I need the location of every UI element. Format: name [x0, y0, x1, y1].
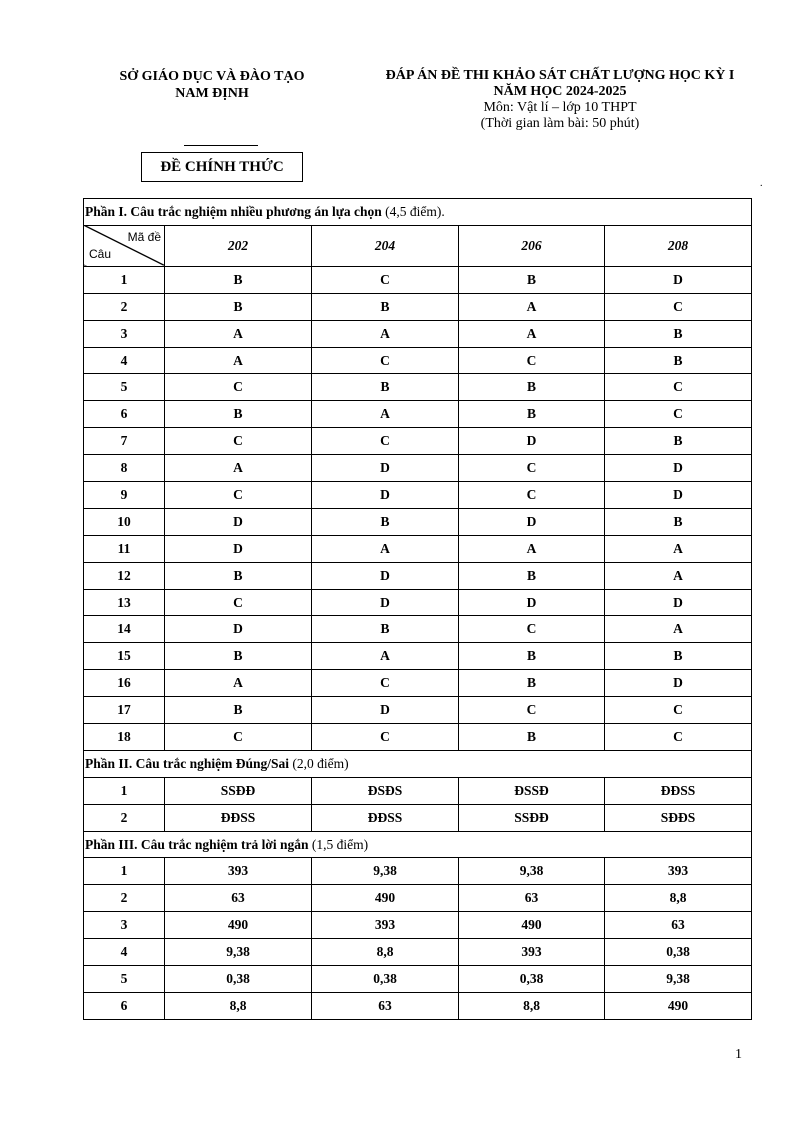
answer-cell: D — [459, 428, 605, 455]
answer-row — [84, 697, 752, 724]
section-points: (4,5 điểm). — [381, 203, 445, 219]
answer-cell: 490 — [605, 992, 752, 1019]
answer-cell: D — [605, 670, 752, 697]
answer-cell: 393 — [459, 939, 605, 966]
question-number: 3 — [84, 320, 165, 347]
question-number: 1 — [84, 777, 165, 804]
answer-cell: D — [312, 455, 459, 482]
answer-cell: A — [605, 616, 752, 643]
answer-cell: B — [165, 293, 312, 320]
answer-cell: D — [312, 589, 459, 616]
answer-cell: A — [605, 535, 752, 562]
answer-cell: A — [165, 455, 312, 482]
answer-cell: B — [459, 724, 605, 751]
answer-row — [84, 804, 752, 831]
answer-cell: B — [459, 374, 605, 401]
answer-row — [84, 912, 752, 939]
question-number: 14 — [84, 616, 165, 643]
exam-code-axis-label: Mã đề — [127, 229, 161, 244]
question-number: 18 — [84, 724, 165, 751]
answer-cell: 393 — [165, 858, 312, 885]
answer-cell: 0,38 — [312, 966, 459, 993]
answer-row — [84, 616, 752, 643]
question-number: 12 — [84, 562, 165, 589]
official-exam-label: ĐỀ CHÍNH THỨC — [141, 152, 303, 182]
section-header-row — [84, 199, 752, 226]
answer-cell: C — [605, 401, 752, 428]
section-title — [84, 831, 752, 858]
answer-cell: A — [459, 293, 605, 320]
answer-cell: 0,38 — [165, 966, 312, 993]
answer-row — [84, 266, 752, 293]
answer-cell: B — [165, 562, 312, 589]
section-header-row — [84, 831, 752, 858]
answer-cell: A — [312, 535, 459, 562]
answer-cell: D — [312, 562, 459, 589]
answer-cell: B — [459, 643, 605, 670]
question-number: 15 — [84, 643, 165, 670]
header-divider — [184, 145, 258, 146]
answer-cell: B — [605, 347, 752, 374]
answer-cell: A — [605, 562, 752, 589]
answer-cell: 8,8 — [459, 992, 605, 1019]
answer-cell: SĐĐS — [605, 804, 752, 831]
answer-cell: 63 — [459, 885, 605, 912]
section-title-bold: Phần III. Câu trắc nghiệm trả lời ngắn — [85, 836, 309, 852]
answer-row — [84, 724, 752, 751]
answer-cell: B — [165, 266, 312, 293]
answer-cell: A — [165, 670, 312, 697]
authority-line-1: SỞ GIÁO DỤC VÀ ĐÀO TẠO — [119, 69, 305, 84]
answer-cell: D — [605, 589, 752, 616]
answer-cell: D — [605, 482, 752, 509]
answer-cell: C — [459, 455, 605, 482]
question-number: 3 — [84, 912, 165, 939]
exam-code-header: 204 — [312, 225, 459, 266]
exam-code-header-row — [84, 225, 752, 266]
question-number: 17 — [84, 697, 165, 724]
answer-cell: B — [165, 643, 312, 670]
section-title-bold: Phần II. Câu trắc nghiệm Đúng/Sai — [85, 755, 290, 771]
answer-cell: C — [605, 374, 752, 401]
answer-row — [84, 374, 752, 401]
answer-cell: D — [459, 508, 605, 535]
answer-cell: B — [605, 643, 752, 670]
answer-cell: SSĐĐ — [459, 804, 605, 831]
issuing-authority — [96, 68, 328, 102]
authority-line-2: NAM ĐỊNH — [175, 86, 249, 101]
answer-cell: 0,38 — [459, 966, 605, 993]
answer-cell: A — [312, 643, 459, 670]
answer-row — [84, 939, 752, 966]
school-year: NĂM HỌC 2024-2025 — [493, 84, 627, 99]
answer-cell: C — [165, 724, 312, 751]
answer-cell: 9,38 — [165, 939, 312, 966]
answer-cell: 393 — [605, 858, 752, 885]
answer-row — [84, 482, 752, 509]
question-number: 10 — [84, 508, 165, 535]
section-header-row — [84, 750, 752, 777]
answer-cell: B — [459, 670, 605, 697]
answer-row — [84, 966, 752, 993]
answer-cell: B — [605, 428, 752, 455]
exam-code-header: 202 — [165, 225, 312, 266]
answer-cell: SSĐĐ — [165, 777, 312, 804]
answer-row — [84, 858, 752, 885]
answer-cell: ĐSSĐ — [459, 777, 605, 804]
diagonal-corner-cell — [84, 225, 165, 266]
answer-cell: 490 — [165, 912, 312, 939]
exam-code-header: 208 — [605, 225, 752, 266]
answer-cell: B — [312, 616, 459, 643]
question-number: 4 — [84, 939, 165, 966]
page-number: 1 — [735, 1047, 742, 1062]
answer-row — [84, 535, 752, 562]
question-number: 5 — [84, 374, 165, 401]
question-number: 6 — [84, 401, 165, 428]
answer-cell: A — [459, 320, 605, 347]
answer-cell: 8,8 — [165, 992, 312, 1019]
answer-cell: ĐĐSS — [312, 804, 459, 831]
answer-cell: 9,38 — [312, 858, 459, 885]
answer-cell: 9,38 — [605, 966, 752, 993]
answer-cell: B — [605, 508, 752, 535]
answer-cell: C — [459, 616, 605, 643]
answer-row — [84, 401, 752, 428]
answer-cell: 63 — [312, 992, 459, 1019]
answer-cell: B — [605, 320, 752, 347]
answer-key-body — [84, 199, 752, 1020]
answer-cell: C — [165, 482, 312, 509]
answer-cell: B — [459, 266, 605, 293]
answer-cell: C — [312, 670, 459, 697]
answer-cell: C — [312, 347, 459, 374]
question-number: 16 — [84, 670, 165, 697]
answer-cell: B — [312, 293, 459, 320]
answer-row — [84, 508, 752, 535]
answer-cell: ĐĐSS — [165, 804, 312, 831]
answer-cell: D — [165, 535, 312, 562]
answer-cell: ĐĐSS — [605, 777, 752, 804]
answer-cell: B — [312, 508, 459, 535]
answer-cell: C — [459, 347, 605, 374]
time-limit: (Thời gian làm bài: 50 phút) — [480, 116, 640, 131]
answer-row — [84, 670, 752, 697]
answer-cell: 490 — [312, 885, 459, 912]
answer-cell: A — [165, 347, 312, 374]
answer-cell: C — [165, 589, 312, 616]
answer-cell: B — [312, 374, 459, 401]
document-title: ĐÁP ÁN ĐỀ THI KHẢO SÁT CHẤT LƯỢNG HỌC KỲ I — [385, 68, 735, 83]
answer-cell: D — [459, 589, 605, 616]
question-number: 7 — [84, 428, 165, 455]
answer-row — [84, 589, 752, 616]
answer-row — [84, 992, 752, 1019]
question-number: 8 — [84, 455, 165, 482]
answer-cell: C — [312, 266, 459, 293]
answer-cell: D — [605, 266, 752, 293]
answer-row — [84, 562, 752, 589]
question-number: 1 — [84, 858, 165, 885]
section-title-bold: Phần I. Câu trắc nghiệm nhiều phương án lựa chọn — [85, 203, 382, 219]
question-number: 1 — [84, 266, 165, 293]
question-number: 5 — [84, 966, 165, 993]
answer-cell: 0,38 — [605, 939, 752, 966]
answer-cell: ĐSĐS — [312, 777, 459, 804]
question-axis-label: Câu — [89, 246, 112, 261]
answer-cell: C — [312, 428, 459, 455]
answer-cell: C — [605, 724, 752, 751]
question-number: 2 — [84, 804, 165, 831]
answer-cell: D — [312, 697, 459, 724]
answer-cell: A — [165, 320, 312, 347]
document-title-block — [350, 68, 770, 132]
question-number: 2 — [84, 293, 165, 320]
answer-cell: 393 — [312, 912, 459, 939]
answer-cell: 9,38 — [459, 858, 605, 885]
answer-row — [84, 428, 752, 455]
question-number: 6 — [84, 992, 165, 1019]
question-number: 13 — [84, 589, 165, 616]
answer-cell: 8,8 — [605, 885, 752, 912]
answer-cell: A — [312, 320, 459, 347]
section-title — [84, 199, 752, 226]
question-number: 9 — [84, 482, 165, 509]
section-points: (2,0 điểm) — [289, 755, 349, 771]
answer-key-table — [83, 198, 752, 1020]
answer-row — [84, 347, 752, 374]
answer-cell: C — [459, 482, 605, 509]
answer-cell: D — [165, 508, 312, 535]
answer-cell: A — [312, 401, 459, 428]
question-number: 4 — [84, 347, 165, 374]
answer-row — [84, 643, 752, 670]
answer-cell: C — [459, 697, 605, 724]
answer-row — [84, 777, 752, 804]
answer-cell: 8,8 — [312, 939, 459, 966]
section-points: (1,5 điểm) — [308, 836, 369, 852]
answer-cell: B — [165, 697, 312, 724]
answer-cell: A — [459, 535, 605, 562]
answer-row — [84, 293, 752, 320]
answer-cell: 63 — [605, 912, 752, 939]
question-number: 11 — [84, 535, 165, 562]
answer-cell: C — [605, 697, 752, 724]
answer-cell: B — [165, 401, 312, 428]
answer-row — [84, 455, 752, 482]
answer-cell: C — [312, 724, 459, 751]
answer-cell: B — [459, 401, 605, 428]
answer-row — [84, 885, 752, 912]
answer-cell: D — [605, 455, 752, 482]
subject-line: Môn: Vật lí – lớp 10 THPT — [483, 100, 637, 115]
section-title — [84, 750, 752, 777]
answer-cell: C — [165, 374, 312, 401]
answer-row — [84, 320, 752, 347]
answer-cell: 490 — [459, 912, 605, 939]
question-number: 2 — [84, 885, 165, 912]
answer-cell: 63 — [165, 885, 312, 912]
exam-code-header: 206 — [459, 225, 605, 266]
answer-cell: C — [165, 428, 312, 455]
answer-cell: D — [312, 482, 459, 509]
corner-mark: . — [760, 178, 763, 189]
answer-cell: B — [459, 562, 605, 589]
answer-cell: D — [165, 616, 312, 643]
answer-cell: C — [605, 293, 752, 320]
